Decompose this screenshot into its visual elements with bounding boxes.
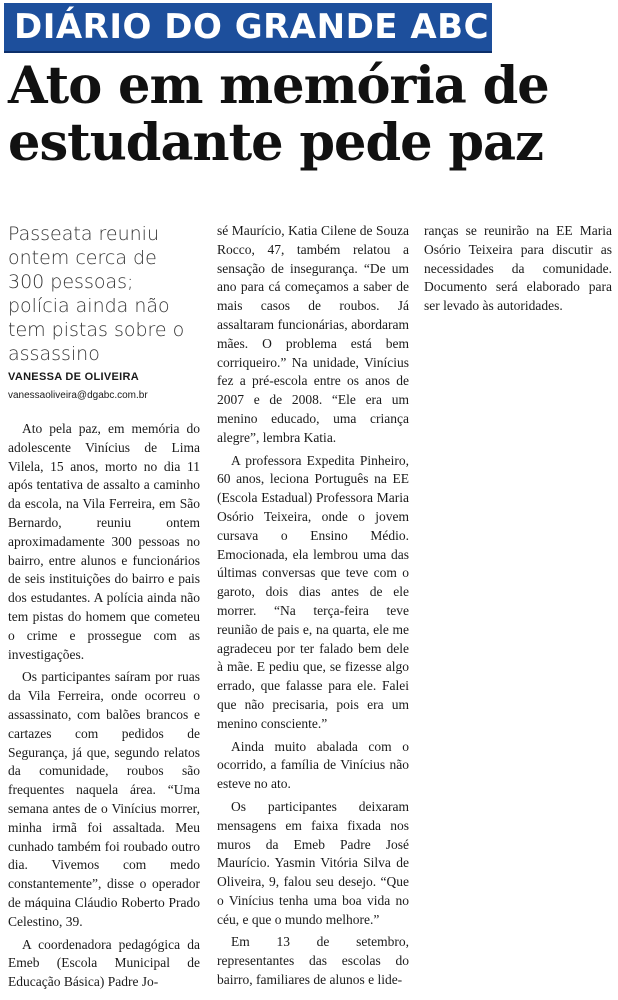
paragraph: Em 13 de setembro, representantes das escolas do bairro, familiares de alunos e lide- bbox=[217, 934, 409, 988]
newspaper-name: DIÁRIO DO GRANDE ABC bbox=[14, 7, 490, 47]
author-email: vanessaoliveira@dgabc.com.br bbox=[8, 390, 148, 401]
paragraph: Os participantes deixaram mensagens em faixa fixada nos muros da Emeb Padre José Maurício. Yasmin Vitória Silva de Oliveira, 9, falou seu desejo. “Que o Vinícius tenha uma boa vida no céu, e que o mundo melhore.” bbox=[217, 798, 409, 927]
paragraph: A professora Expedita Pinheiro, 60 anos, leciona Português na EE (Escola Estadual) Professora Maria Osório Teixeira, onde o jovem cursava o Ensino Médio. Emocionada, ela lembrou uma das últimas conversas que teve com o garoto, dois dias antes de ele morrer. “Na terça-feira teve reunião de pais e, na quarta, ele me agradeceu por ter falado bem dele à mãe. E pediu que, se fizesse algo errado, que falasse para ele. Falei que não precisaria, pois era um menino consciente.” bbox=[217, 452, 409, 731]
author-byline: VANESSA DE OLIVEIRA bbox=[8, 371, 139, 383]
headline-line-2: estudante pede paz bbox=[8, 113, 543, 173]
article-column-1 bbox=[8, 420, 200, 996]
paragraph: Ato pela paz, em memória do adolescente Vinícius de Lima Vilela, 15 anos, morto no dia 11 após tentativa de assalto a caminho da escola, na Vila Ferreira, em São Bernardo, reuniu ontem aproximadamente 300 pessoas no bairro, entre alunos e funcionários de seis instituições do bairro e pais dos estudantes. A polícia ainda não tem pistas do homem que cometeu o crime e prossegue com as investigações. bbox=[8, 421, 200, 662]
paragraph: Ainda muito abalada com o ocorrido, a família de Vinícius não esteve no ato. bbox=[217, 738, 409, 792]
paragraph: A coordenadora pedagógica da Emeb (Escola Municipal de Educação Básica) Padre Jo- bbox=[8, 936, 200, 990]
paragraph: ranças se reunirão na EE Maria Osório Teixeira para discutir as necessidades da comunidade. Documento será elaborado para ser levado às autoridades. bbox=[424, 223, 612, 314]
article-column-3 bbox=[424, 222, 612, 320]
article-column-2 bbox=[217, 222, 409, 994]
paragraph: sé Maurício, Katia Cilene de Souza Rocco, 47, também relatou a sensação de insegurança. “De um ano para cá começamos a saber de mais casos de roubos. Já assaltaram funcionárias, abordaram mães. O problema está bem corriqueiro.” Na unidade, Vinícius fez a pré-escola entre os anos de 2007 e de 2008. “Ele era um menino educado, uma criança alegre”, lembra Katia. bbox=[217, 223, 409, 445]
headline bbox=[8, 58, 608, 172]
masthead-banner bbox=[4, 3, 492, 53]
headline-line-1: Ato em memória de bbox=[8, 56, 549, 116]
subheadline: Passeata reuniu ontem cerca de 300 pessoas; polícia ainda não tem pistas sobre o assassino bbox=[8, 223, 185, 365]
paragraph: Os participantes saíram por ruas da Vila Ferreira, onde ocorreu o assassinato, com balões brancos e cartazes com pedidos de Segurança, já que, segundo relatos da comunidade, roubos são frequentes naquela área. “Uma semana antes de o Vinícius morrer, minha irmã foi assaltada. Meu cunhado também foi roubado outro dia. Vivemos com medo constantemente”, disse o operador de máquina Cláudio Roberto Prado Celestino, 39. bbox=[8, 669, 200, 929]
